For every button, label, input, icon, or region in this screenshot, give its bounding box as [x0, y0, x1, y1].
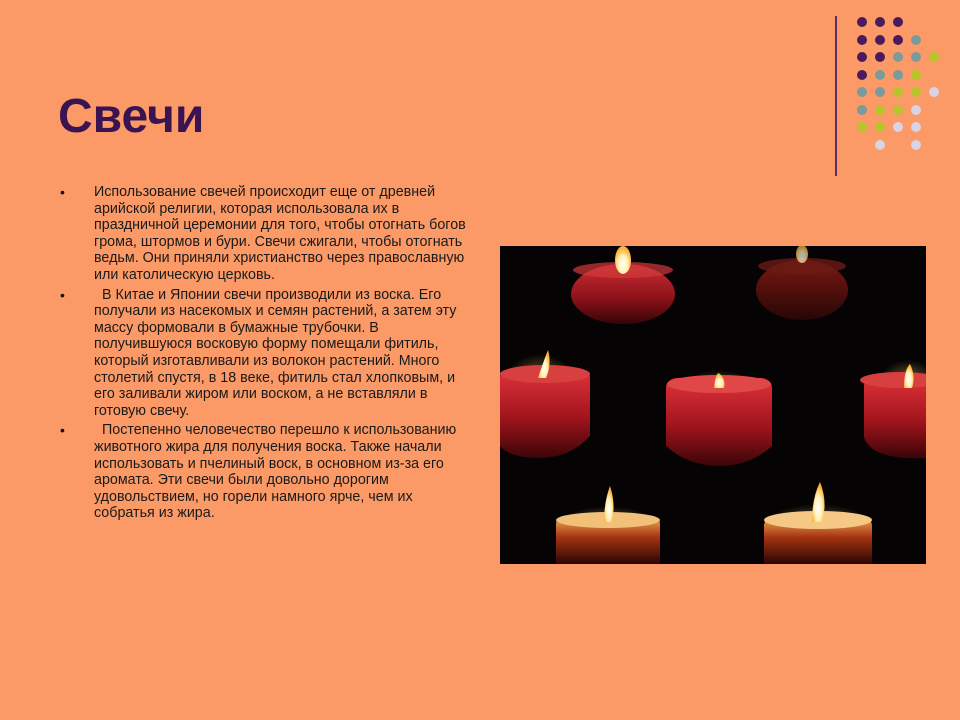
slide-title: Свечи — [58, 90, 205, 143]
bullet-icon: • — [60, 422, 65, 439]
bullet-text: Использование свечей происходит еще от древней арийской религии, которая использовала их в праздничной церемонии для того, чтобы отогнать богов грома, штормов и бури. Свечи сжигали, чтобы отогнать ведьм. Они приняли христианство через православную или католическую церковь. — [94, 184, 466, 283]
bullet-item — [60, 287, 472, 420]
bullet-text: В Китае и Японии свечи производили из воска. Его получали из насекомых и семян растений, а затем эту массу формовали в бумажные трубочки. В получившуюся восковую форму помещали фитиль, который изготавливали из волокон растений. Много столетий спустя, в 18 веке, фитиль стал хлопковым, и его заливали жиром или воском, а не вставляли в готовую свечу. — [94, 286, 457, 419]
bullet-icon: • — [60, 184, 65, 200]
decorative-divider-line — [835, 16, 837, 176]
bullet-icon: • — [60, 286, 65, 303]
bullet-item — [60, 184, 472, 284]
decorative-dot-grid — [850, 14, 950, 164]
bullet-item — [60, 422, 472, 522]
candles-photo — [500, 246, 926, 564]
bullet-list — [60, 184, 472, 525]
bullet-text: Постепенно человечество перешло к использованию животного жира для получения воска. Также начали использовать и пчелиный воск, в основном из-за его аромата. Эти свечи были довольно дорогим удовольствием, но горели намного ярче, чем их собратья из жира. — [94, 422, 457, 522]
